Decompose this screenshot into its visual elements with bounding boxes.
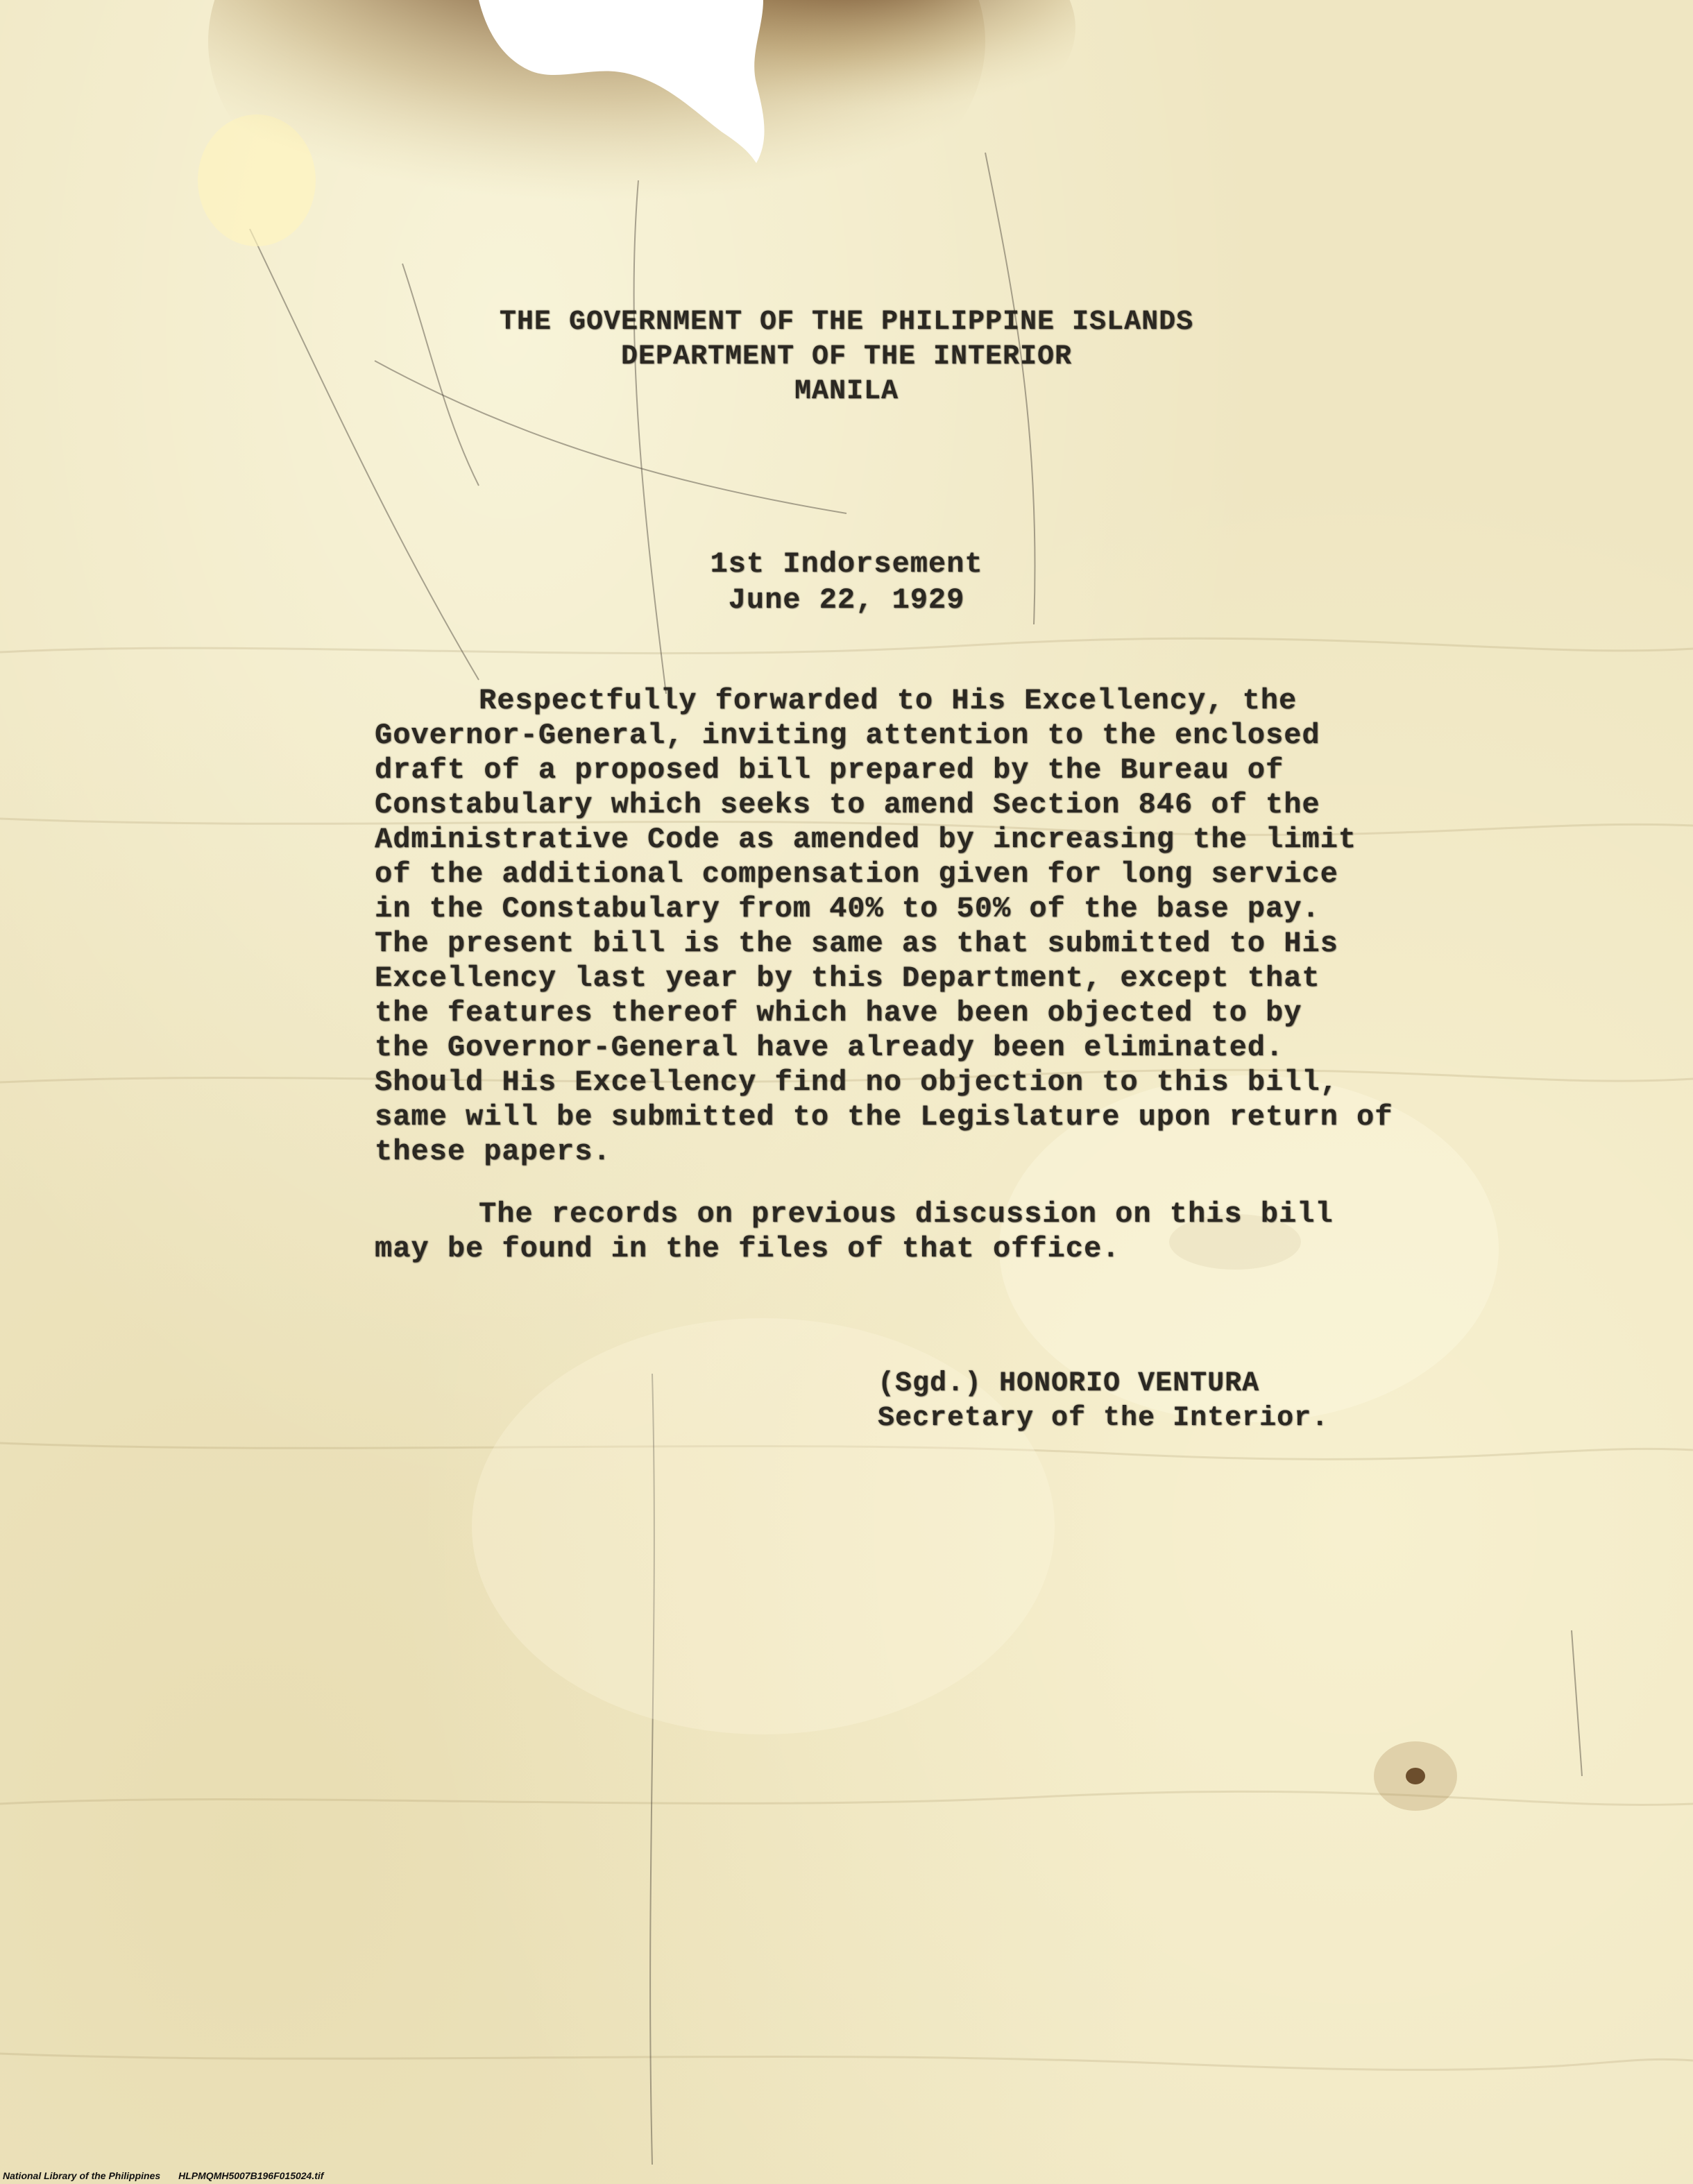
paragraph-line: The present bill is the same as that submitted to His <box>375 927 1338 960</box>
paragraph-line: Respectfully forwarded to His Excellency, the <box>479 684 1298 717</box>
paragraph-line: Should His Excellency find no objection to this bill, <box>375 1066 1338 1099</box>
paragraph-line: may be found in the files of that office. <box>375 1232 1121 1265</box>
paragraph-line: same will be submitted to the Legislature upon return of <box>375 1100 1393 1134</box>
paragraph-line: the features thereof which have been objected to by <box>375 996 1302 1030</box>
paragraph-line: Governor-General, inviting attention to the enclosed <box>375 719 1320 752</box>
paragraph-line: these papers. <box>375 1135 611 1168</box>
letterhead-department: DEPARTMENT OF THE INTERIOR <box>620 341 1073 373</box>
signature-name: (Sgd.) HONORIO VENTURA <box>878 1368 1260 1399</box>
indorsement-title: 1st Indorsement <box>710 547 983 581</box>
indorsement-date: June 22, 1929 <box>728 583 965 617</box>
paragraph-line: Excellency last year by this Department, except that <box>375 962 1320 995</box>
letterhead-government: THE GOVERNMENT OF THE PHILIPPINE ISLANDS <box>499 307 1194 338</box>
archive-name: National Library of the Philippines <box>3 2170 161 2181</box>
paragraph-line: the Governor-General have already been eliminated. <box>375 1031 1284 1064</box>
paragraph-line: draft of a proposed bill prepared by the Bureau of <box>375 753 1284 787</box>
paragraph-line: Constabulary which seeks to amend Section 846 of the <box>375 788 1320 821</box>
paragraph-line: Administrative Code as amended by increasing the limit <box>375 823 1357 856</box>
signature-title: Secretary of the Interior. <box>878 1403 1329 1434</box>
archive-footer <box>3 2170 341 2181</box>
archive-file-id: HLPMQMH5007B196F015024.tif <box>178 2170 324 2181</box>
paragraph-line: in the Constabulary from 40% to 50% of the base pay. <box>375 892 1320 925</box>
letterhead-city: MANILA <box>794 376 899 407</box>
paragraph-line: of the additional compensation given for long service <box>375 858 1338 891</box>
paragraph-line: The records on previous discussion on this bill <box>479 1197 1334 1231</box>
